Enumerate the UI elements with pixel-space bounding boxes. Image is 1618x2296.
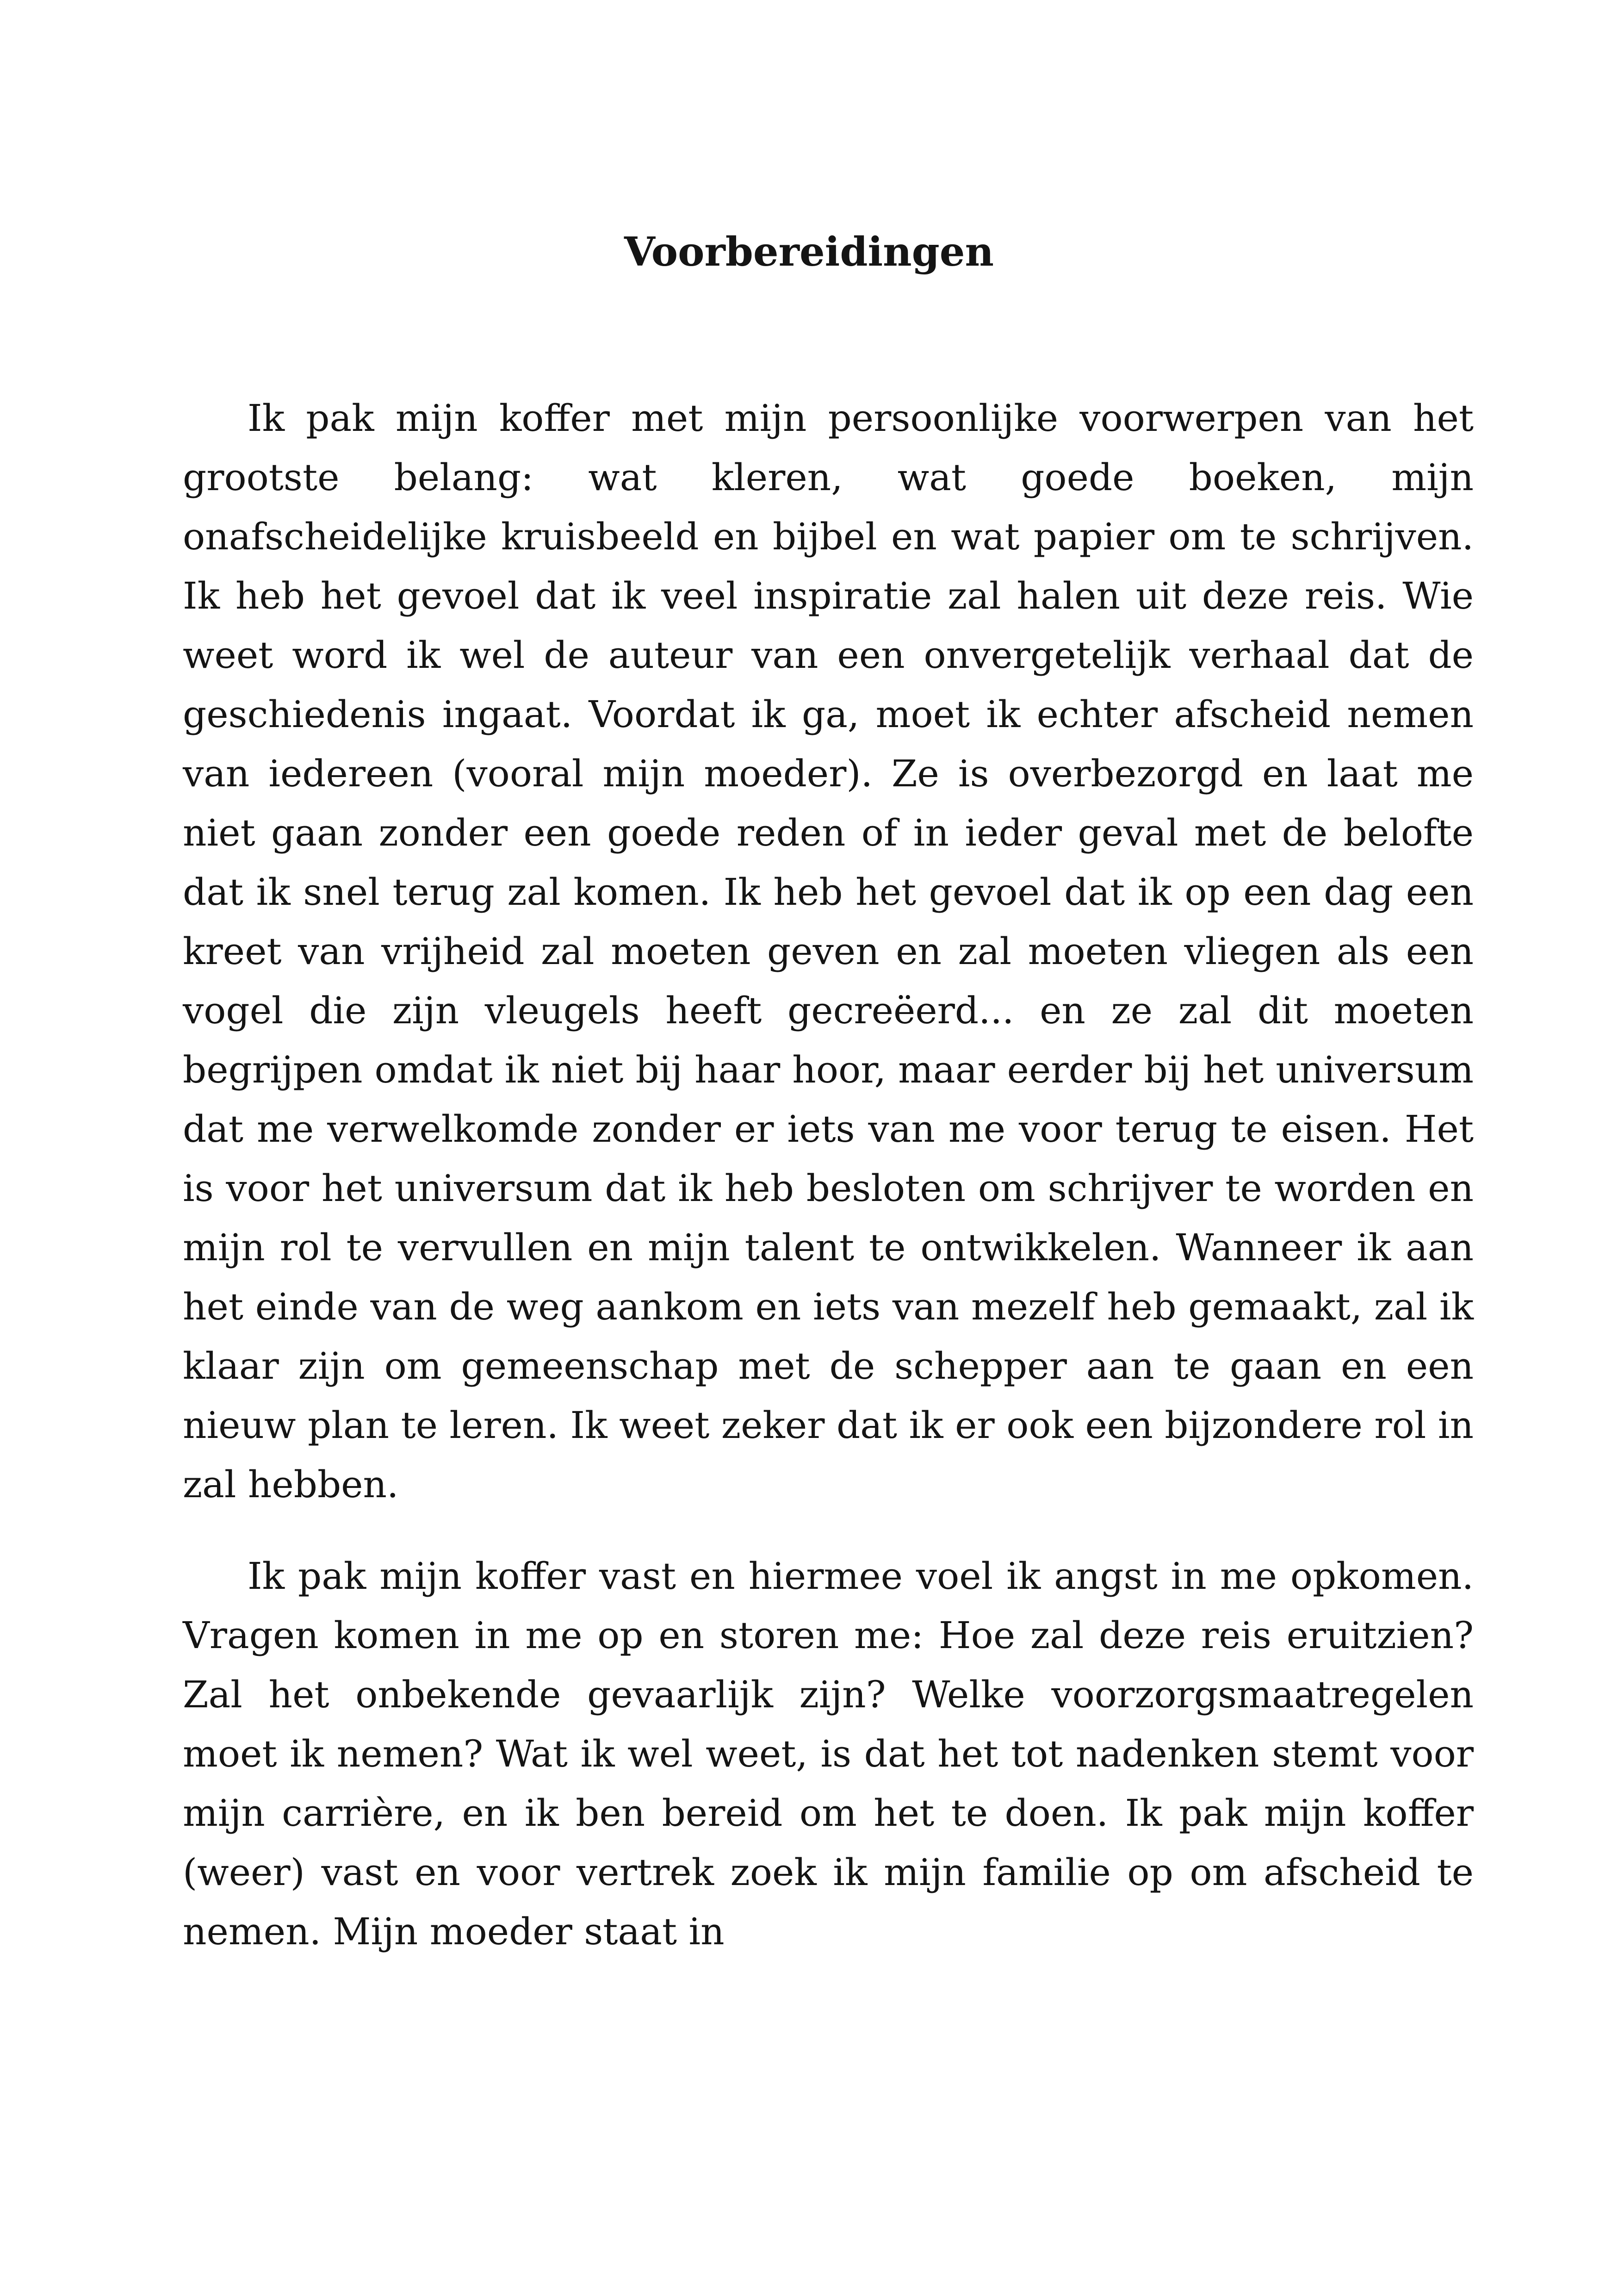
chapter-title: Voorbereidingen bbox=[624, 229, 994, 275]
paragraph-1: Ik pak mijn koffer met mijn persoonlijke voorwerpen van het grootste belang: wat kleren, wat goede boeken, mijn onafscheidelijke kruisbeeld en bijbel en wat papier om te schrijven. Ik heb het gevoel dat ik veel inspiratie zal halen uit deze reis. Wie weet word ik wel de auteur van een onvergetelijk verhaal dat de geschiedenis ingaat. Voordat ik ga, moet ik echter afscheid nemen van iedereen (vooral mijn moeder). Ze is overbezorgd en laat me niet gaan zonder een goede reden of in ieder geval met de belofte dat ik snel terug zal komen. Ik heb het gevoel dat ik op een dag een kreet van vrijheid zal moeten geven en zal moeten vliegen als een vogel die zijn vleugels heeft gecreëerd... en ze zal dit moeten begrijpen omdat ik niet bij haar hoor, maar eerder bij het universum dat me verwelkomde zonder er iets van me voor terug te eisen. Het is voor het universum dat ik heb besloten om schrijver te worden en mijn rol te vervullen en mijn talent te ontwikkelen. Wanneer ik aan het einde van de weg aankom en iets van mezelf heb gemaakt, zal ik klaar zijn om gemeenschap met de schepper aan te gaan en een nieuw plan te leren. Ik weet zeker dat ik er ook een bijzondere rol in zal hebben. bbox=[183, 397, 1474, 1506]
paragraph-2: Ik pak mijn koffer vast en hiermee voel ik angst in me opkomen. Vragen komen in me op en storen me: Hoe zal deze reis eruitzien? Zal het onbekende gevaarlijk zijn? Welke voorzorgsmaatregelen moet ik nemen? Wat ik wel weet, is dat het tot nadenken stemt voor mijn carrière, en ik ben bereid om het te doen. Ik pak mijn koffer (weer) vast en voor vertrek zoek ik mijn familie op om afscheid te nemen. Mijn moeder staat in bbox=[183, 1555, 1474, 1953]
body-text bbox=[183, 389, 1474, 1961]
